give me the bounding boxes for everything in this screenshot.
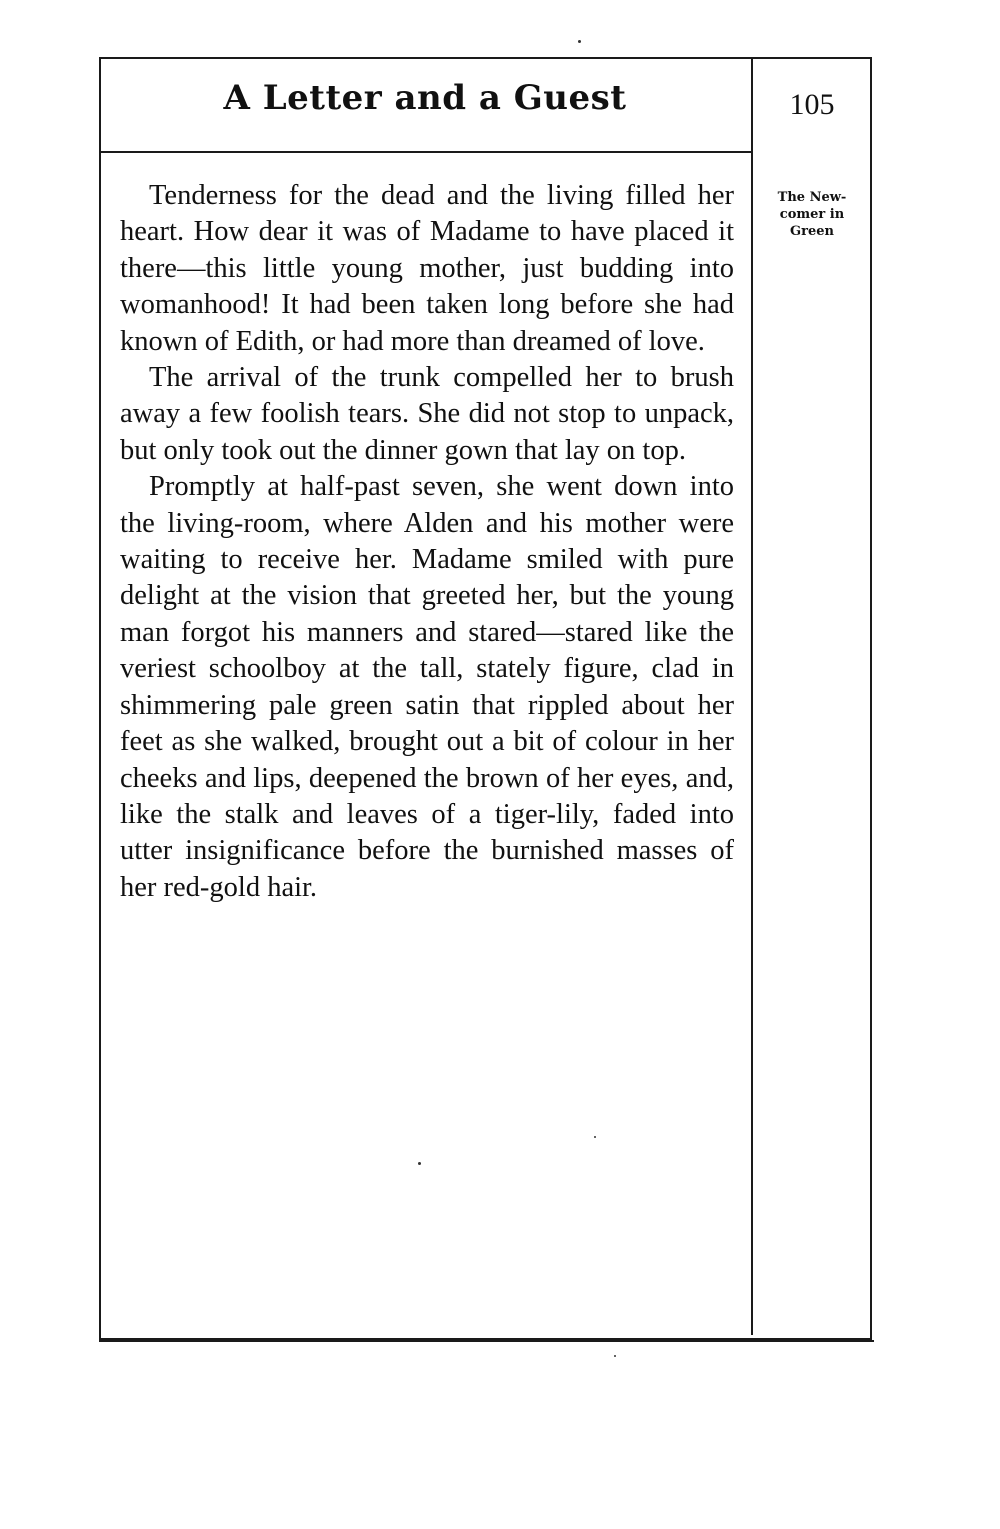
paragraph: Tenderness for the dead and the living filled her heart. How dear it was of Madame to have placed it there—this little young mother, just budding into womanhood! It had been taken long before she had known of Edith, or had more than dreamed of love. bbox=[120, 180, 734, 357]
paragraph: Promptly at half-past seven, she went down into the living-room, where Alden and his mother were waiting to receive her. Madame smiled with pure delight at the vision that greeted her, but the young man forgot his manners and stared—stared like the veriest schoolboy at the tall, stately figure, clad in shimmering pale green satin that rippled about her feet as she walked, brought out a bit of colour in her cheeks and lips, deepened the brown of her eyes, and, like the stalk and leaves of a tiger-lily, faded into utter insignificance before the burnished masses of her red-gold hair. bbox=[120, 471, 734, 903]
print-speck bbox=[614, 1355, 616, 1357]
print-speck bbox=[578, 40, 581, 43]
marginal-note-line: Green bbox=[790, 224, 834, 239]
paragraph: The arrival of the trunk compelled her to brush away a few foolish tears. She did not stop to unpack, but only took out the dinner gown that lay on top. bbox=[120, 362, 734, 466]
header-rule bbox=[99, 151, 751, 153]
marginal-note-line: comer in bbox=[779, 207, 845, 222]
bottom-rule bbox=[99, 1340, 874, 1342]
print-speck bbox=[594, 1136, 596, 1138]
marginal-note-line: The New- bbox=[777, 190, 847, 205]
marginal-note bbox=[760, 189, 864, 240]
print-speck bbox=[418, 1162, 421, 1165]
body-text bbox=[120, 178, 734, 906]
margin-column-rule bbox=[751, 57, 753, 1335]
page-number: 105 bbox=[789, 88, 835, 121]
running-title: A Letter and a Guest bbox=[223, 78, 627, 118]
